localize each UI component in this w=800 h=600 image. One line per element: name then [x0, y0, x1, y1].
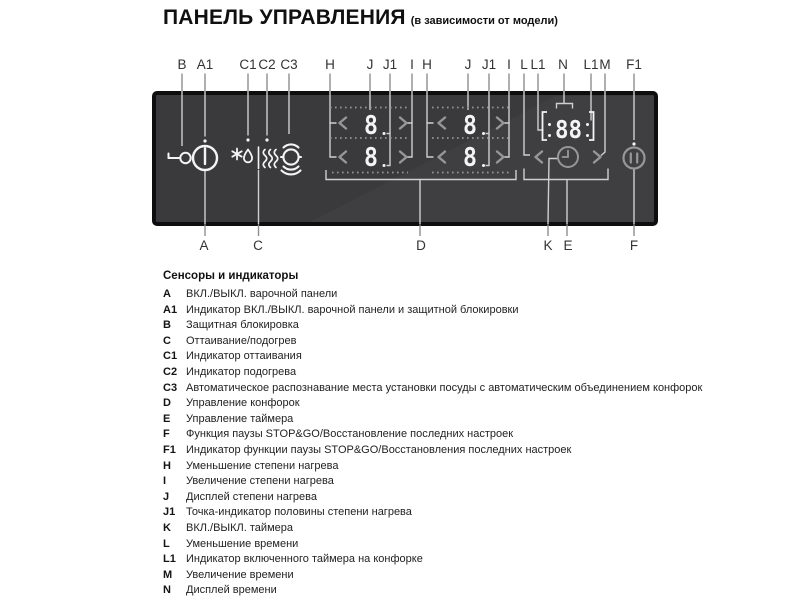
legend-item-key: B: [163, 319, 171, 332]
callout-label-l1a: L1: [530, 57, 546, 72]
legend-item-key: F1: [163, 443, 176, 456]
heat-level-display: 8: [364, 143, 378, 173]
legend-item-desc: Уменьшение степени нагрева: [186, 459, 339, 472]
legend-item-key: A1: [163, 303, 178, 316]
legend-item-desc: Оттаивание/подогрев: [186, 334, 297, 347]
timer-display: 88: [555, 115, 582, 144]
heat-level-display: 8: [463, 143, 477, 173]
legend-item: [163, 474, 702, 490]
callout-label-c3: C3: [280, 57, 298, 72]
legend-item-desc: ВКЛ./ВЫКЛ. варочной панели: [186, 288, 338, 300]
legend-item: [163, 443, 702, 459]
legend-item-key: E: [163, 412, 171, 425]
legend-item-desc: Управление таймера: [186, 412, 294, 425]
legend-item-key: J1: [163, 506, 176, 519]
legend-item-desc: Уменьшение времени: [186, 537, 299, 550]
warming-indicator-dot: [265, 138, 268, 141]
callout-label-f1: F1: [626, 57, 642, 72]
legend-item: [163, 318, 702, 334]
legend-item-desc: Управление конфорок: [186, 397, 300, 410]
callout-label-n: N: [558, 57, 568, 72]
legend-item-desc: Точка-индикатор половины степени нагрева: [186, 506, 412, 519]
legend-item-desc: Автоматическое распознавание места установки посуды с автоматическим объединением конфорок: [186, 381, 703, 394]
legend-item: [163, 349, 702, 365]
legend-item-desc: Увеличение степени нагрева: [186, 475, 334, 488]
legend-item: [163, 537, 702, 553]
legend-item: [163, 287, 702, 303]
legend-item: [163, 505, 702, 521]
callout-label-j2: J: [464, 57, 472, 72]
legend-item-desc: Функция паузы STOP&GO/Восстановление последних настроек: [186, 428, 514, 441]
legend-item-key: C1: [163, 350, 178, 363]
callout-label-h1: H: [325, 57, 335, 72]
callout-label-c1: C1: [239, 57, 257, 72]
legend-item-key: L: [163, 537, 170, 550]
legend-item: [163, 490, 702, 506]
callout-label-j2dot: J1: [481, 57, 497, 72]
legend-item-key: C2: [163, 365, 178, 378]
legend-item-desc: Индикатор включенного таймера на конфорке: [186, 553, 423, 566]
legend-heading: Сенсоры и индикаторы: [163, 270, 299, 282]
callout-label-d: D: [416, 238, 426, 253]
legend-item-key: C3: [163, 381, 178, 394]
bottom-callout-stubs: [205, 225, 634, 236]
legend-item: [163, 365, 702, 381]
defrost-indicator-dot: [246, 138, 249, 141]
legend-item-key: L1: [163, 553, 176, 566]
callout-label-l1b: L1: [583, 57, 599, 72]
bottom-callout-labels: [199, 238, 638, 253]
legend-item-key: M: [163, 568, 173, 581]
top-callout-stubs: [182, 74, 634, 93]
legend-item-key: I: [163, 475, 167, 488]
legend-item-key: A: [163, 288, 171, 300]
callout-label-a: A: [199, 238, 209, 253]
legend-item: [163, 303, 702, 319]
callout-label-e: E: [563, 238, 573, 253]
legend-item-desc: Индикатор ВКЛ./ВЫКЛ. варочной панели и защитной блокировки: [186, 303, 519, 316]
legend-item: [163, 334, 702, 350]
legend-item-key: J: [163, 490, 170, 503]
legend-item: [163, 552, 702, 568]
callout-label-a1: A1: [196, 57, 214, 72]
callout-label-i2: I: [507, 57, 511, 72]
page-title: ПАНЕЛЬ УПРАВЛЕНИЯ: [163, 6, 406, 29]
legend-item-key: F: [163, 428, 170, 441]
legend-item-key: H: [163, 459, 171, 472]
callout-label-l: L: [520, 57, 528, 72]
callout-label-f: F: [629, 238, 639, 253]
control-panel-diagram: [0, 0, 800, 262]
callout-label-b: B: [177, 57, 187, 72]
legend-item: [163, 427, 702, 443]
legend-item: [163, 521, 702, 537]
legend: [163, 270, 702, 599]
legend-item: [163, 396, 702, 412]
legend-item-desc: Индикатор функции паузы STOP&GO/Восстановления последних настроек: [186, 443, 572, 456]
power-indicator-dot: [203, 139, 206, 142]
callout-label-j1: J: [366, 57, 374, 72]
legend-item: [163, 568, 702, 584]
callout-label-c: C: [253, 238, 263, 253]
legend-item-desc: Защитная блокировка: [186, 319, 299, 332]
legend-item-desc: ВКЛ./ВЫКЛ. таймера: [186, 521, 293, 534]
page-subtitle: (в зависимости от модели): [410, 15, 558, 27]
legend-item-desc: Дисплей степени нагрева: [186, 490, 317, 503]
legend-item-key: D: [163, 397, 171, 410]
callout-label-i1: I: [410, 57, 414, 72]
legend-item-key: K: [163, 521, 171, 534]
legend-item-desc: Дисплей времени: [186, 584, 277, 597]
top-callout-labels: [177, 57, 641, 72]
legend-item: [163, 412, 702, 428]
callout-label-m: M: [599, 57, 611, 72]
callout-label-k: K: [543, 238, 553, 253]
legend-item: [163, 459, 702, 475]
pause-indicator-dot: [632, 142, 635, 145]
heat-level-display: 8: [463, 111, 477, 141]
legend-item: [163, 583, 702, 599]
callout-label-h2: H: [422, 57, 432, 72]
legend-item: [163, 381, 702, 397]
legend-item-key: N: [163, 584, 171, 597]
callout-label-c2: C2: [258, 57, 276, 72]
legend-item-desc: Индикатор подогрева: [186, 365, 297, 378]
legend-item-desc: Увеличение времени: [186, 568, 294, 581]
callout-label-j1dot: J1: [382, 57, 398, 72]
legend-item-key: C: [163, 334, 171, 347]
heat-level-display: 8: [364, 111, 378, 141]
legend-item-desc: Индикатор оттаивания: [186, 350, 302, 363]
